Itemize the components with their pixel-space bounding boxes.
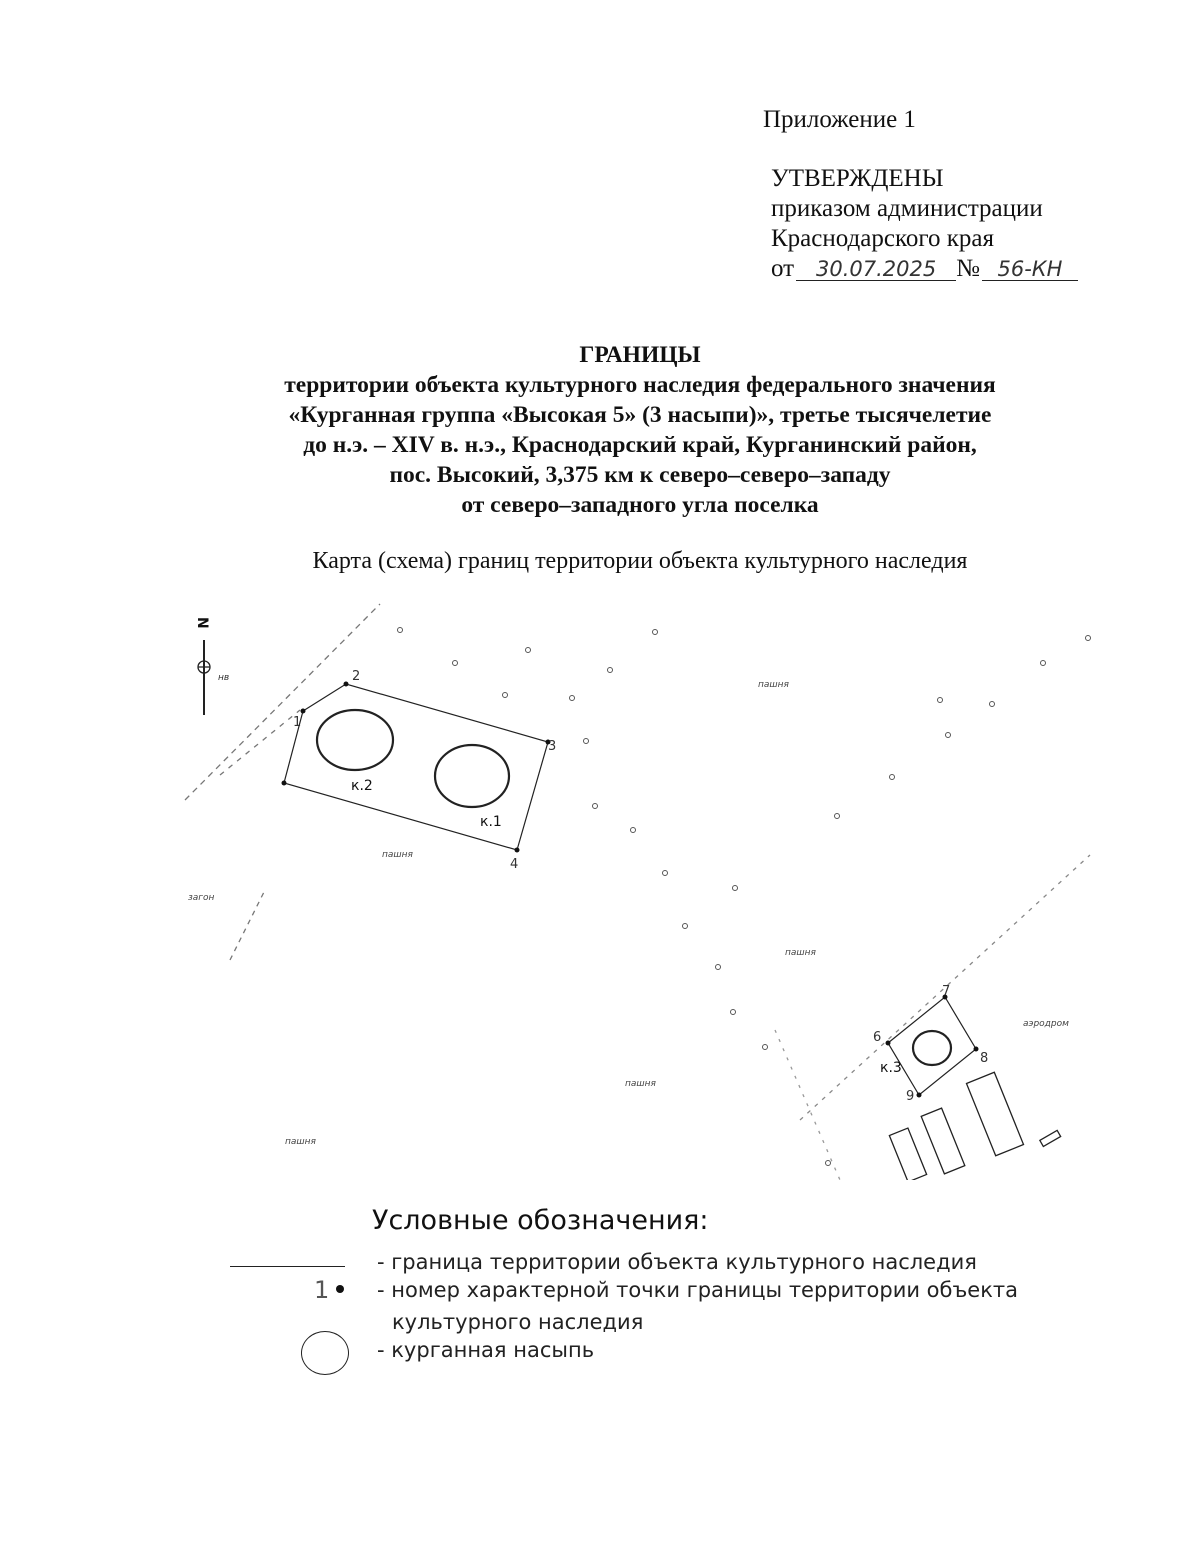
point-number: 2 bbox=[352, 669, 361, 684]
building-outline bbox=[966, 1072, 1023, 1156]
point-number: 7 bbox=[942, 984, 951, 999]
legend-boundary-text: - граница территории объекта культурного наследия bbox=[377, 1250, 977, 1274]
building-outline bbox=[889, 1128, 926, 1180]
title-line: от северо–западного угла поселка bbox=[461, 492, 819, 518]
mound-k2 bbox=[317, 710, 393, 770]
north-label: N bbox=[194, 617, 210, 629]
appendix-label: Приложение 1 bbox=[763, 106, 916, 133]
land-label: аэродром bbox=[1023, 1019, 1069, 1029]
point-number: 1 bbox=[293, 715, 302, 730]
handwritten-date: 30.07.2025 bbox=[796, 258, 956, 281]
boundary-polygon-2 bbox=[888, 997, 976, 1095]
mound-label: к.3 bbox=[880, 1060, 902, 1076]
point-number: 9 bbox=[906, 1089, 915, 1104]
land-label: пашня bbox=[785, 948, 816, 958]
mound-k3 bbox=[913, 1031, 951, 1065]
building-outline bbox=[921, 1108, 965, 1174]
tree-marks bbox=[398, 628, 1091, 1166]
boundary-map bbox=[180, 600, 1100, 1180]
mound-k1 bbox=[435, 745, 509, 807]
handwritten-number: 56-КН bbox=[982, 258, 1078, 281]
compass-sub-label: нв bbox=[218, 673, 230, 683]
land-label: пашня bbox=[758, 680, 789, 690]
title-line: пос. Высокий, 3,375 км к северо–северо–западу bbox=[389, 462, 891, 488]
legend-point-text: - номер характерной точки границы территории объекта bbox=[377, 1278, 1019, 1302]
document-title bbox=[120, 340, 1160, 520]
approval-date-row bbox=[771, 254, 1078, 284]
land-label: загон bbox=[188, 893, 215, 903]
map-canvas bbox=[180, 600, 1100, 1180]
legend-point-text-cont: культурного наследия bbox=[392, 1310, 644, 1334]
date-prefix: от bbox=[771, 255, 795, 282]
land-label: пашня bbox=[285, 1137, 316, 1147]
mound-label: к.1 bbox=[480, 814, 502, 830]
point-number: 8 bbox=[980, 1051, 989, 1066]
building-outline bbox=[1040, 1130, 1061, 1146]
approval-block bbox=[771, 164, 1078, 284]
legend-mound-text: - курганная насыпь bbox=[377, 1338, 595, 1362]
legend-point-icon bbox=[314, 1276, 350, 1308]
legend-point-symbol: 1 bbox=[314, 1276, 330, 1304]
land-label: пашня bbox=[625, 1079, 656, 1089]
land-label: пашня bbox=[382, 850, 413, 860]
title-heading: ГРАНИЦЫ bbox=[579, 342, 701, 368]
legend-title: Условные обозначения: bbox=[372, 1205, 709, 1236]
title-line: до н.э. – XIV в. н.э., Краснодарский край, Курганинский район, bbox=[303, 432, 977, 458]
number-sign: № bbox=[956, 255, 980, 282]
legend-point-dot-icon bbox=[336, 1285, 344, 1293]
approval-line: Краснодарского края bbox=[771, 225, 994, 252]
title-line: территории объекта культурного наследия федерального значения bbox=[284, 372, 996, 398]
map-caption: Карта (схема) границ территории объекта культурного наследия bbox=[312, 548, 968, 574]
approval-line: приказом администрации bbox=[771, 195, 1043, 222]
approval-line: УТВЕРЖДЕНЫ bbox=[771, 165, 944, 192]
mound-label: к.2 bbox=[351, 778, 373, 794]
title-line: «Курганная группа «Высокая 5» (3 насыпи)», третье тысячелетие bbox=[288, 402, 992, 428]
legend-mound-circle-icon bbox=[301, 1331, 349, 1375]
legend-boundary-line-icon bbox=[230, 1266, 345, 1267]
point-number: 4 bbox=[510, 857, 519, 872]
north-arrow-icon bbox=[194, 617, 229, 715]
point-number: 6 bbox=[873, 1030, 882, 1045]
point-number: 3 bbox=[548, 739, 557, 754]
